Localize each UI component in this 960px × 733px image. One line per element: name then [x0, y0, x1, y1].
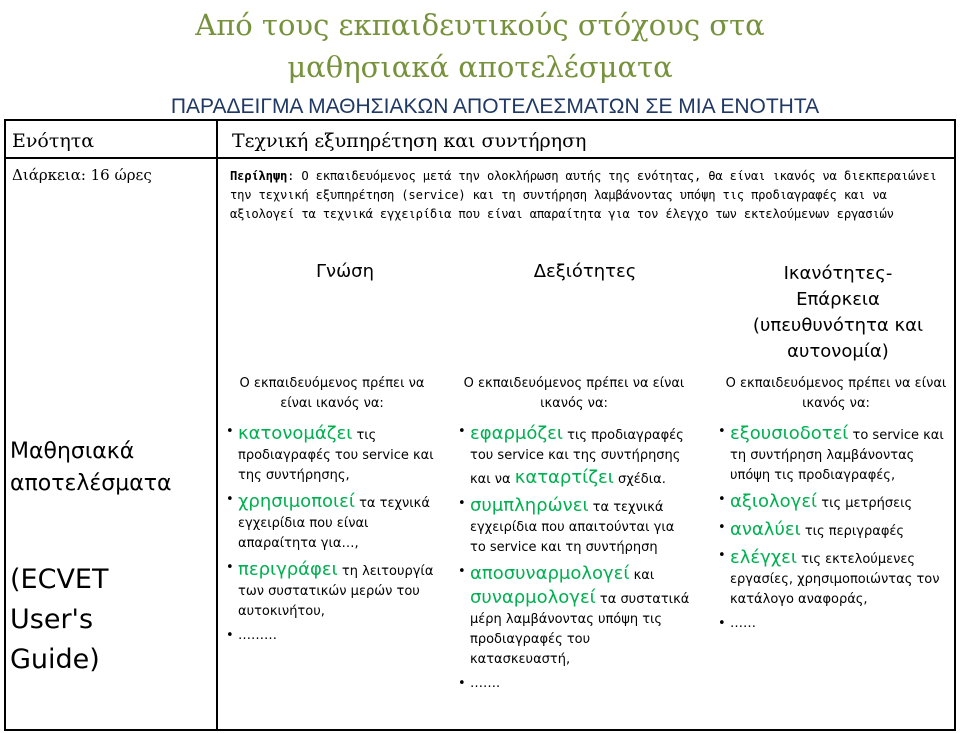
header-competence-line-1: Ικανότητες-	[783, 263, 893, 284]
competence-text: τις μετρήσεις	[817, 496, 913, 511]
knowledge-intro: Ο εκπαιδευόμενος πρέπει να είναι ικανός να:	[239, 376, 425, 411]
knowledge-verb: κατονομάζει	[238, 423, 353, 444]
skills-verb: συναρμολογεί	[470, 587, 596, 608]
knowledge-item	[226, 422, 438, 486]
skills-verb: αποσυναρμολογεί	[470, 563, 630, 584]
header-skills: Δεξιότητες	[533, 261, 637, 282]
ecvet-guide-line-2: User's	[10, 604, 94, 635]
skills-item	[458, 562, 690, 670]
competence-text: το service και τη συντήρηση λαμβάνοντας υπόψη τις προδιαγραφές,	[730, 428, 944, 483]
learning-outcomes-label	[10, 436, 206, 500]
bullet-icon: •	[718, 424, 726, 439]
knowledge-text: ………	[238, 628, 277, 643]
competence-verb: αξιολογεί	[730, 491, 818, 512]
competence-verb: αναλύει	[730, 519, 801, 540]
skills-intro: Ο εκπαιδευόμενος πρέπει να είναι ικανός να:	[463, 376, 685, 411]
competence-text: ……	[730, 616, 756, 631]
skills-text: σχέδια.	[613, 472, 666, 487]
knowledge-verb: περιγράφει	[238, 559, 338, 580]
bullet-icon: •	[226, 492, 234, 507]
competence-intro: Ο εκπαιδευόμενος πρέπει να είναι ικανός να:	[725, 376, 947, 411]
unit-value: Τεχνική εξυπηρέτηση και συντήρηση	[232, 130, 587, 152]
header-knowledge: Γνώση	[316, 261, 374, 282]
bullet-icon: •	[458, 676, 466, 691]
bullet-icon: •	[458, 424, 466, 439]
bullet-icon: •	[226, 424, 234, 439]
bullet-icon: •	[718, 548, 726, 563]
skills-verb: συμπληρώνει	[470, 495, 589, 516]
competence-item	[718, 518, 954, 542]
knowledge-item	[226, 558, 438, 622]
skills-text: και	[629, 568, 655, 583]
competence-item	[718, 490, 954, 514]
skills-column	[458, 374, 690, 698]
unit-label: Ενότητα	[12, 130, 95, 152]
header-competence-line-4: αυτονομία)	[787, 341, 889, 362]
bullet-icon: •	[718, 616, 726, 631]
summary-body: : Ο εκπαιδευόμενος μετά την ολοκλήρωση αυτής της ενότητας, θα είναι ικανός να διεκπεραιώνει την τεχνική εξυπηρέτηση (service) και τη συντήρηση λαμβάνοντας υπόψη τις προδιαγραφές και να αξιολογεί τα τεχνικά εγχειρίδια που είναι απαραίτητα για τον έλεγχο των εκτελούμενων εργασιών	[230, 169, 937, 221]
learning-outcomes-line-2: αποτελέσματα	[10, 471, 172, 496]
table-divider-left	[216, 121, 218, 731]
table-divider-row-1	[4, 157, 956, 159]
skills-text: τα τεχνικά εγχειρίδια που απαιτούνται για το service και τη συντήρηση	[470, 500, 675, 555]
knowledge-column	[226, 374, 438, 650]
bullet-icon: •	[458, 564, 466, 579]
bullet-icon: •	[718, 520, 726, 535]
learning-outcomes-line-1: Μαθησιακά	[10, 439, 135, 464]
knowledge-text: τη λειτουργία των συστατικών μερών του αυτοκινήτου,	[238, 564, 434, 619]
page-subtitle: ΠΑΡΑΔΕΙΓΜΑ ΜΑΘΗΣΙΑΚΩΝ ΑΠΟΤΕΛΕΣΜΑΤΩΝ ΣΕ ΜΙΑ ΕΝΟΤΗΤΑ	[170, 95, 820, 118]
skills-item	[458, 494, 690, 558]
title-line-1: Από τους εκπαιδευτικούς στόχους στα	[195, 8, 765, 42]
bullet-icon: •	[226, 628, 234, 643]
skills-text: …….	[470, 676, 501, 691]
header-competence-line-3: (υπευθυνότητα και	[752, 315, 924, 336]
knowledge-verb: χρησιμοποιεί	[238, 491, 355, 512]
competence-column	[718, 374, 954, 638]
title-line-2: μαθησιακά αποτελέσματα	[287, 50, 673, 84]
header-competence	[722, 261, 954, 365]
page-title	[0, 4, 960, 88]
skills-verb: καταρτίζει	[514, 467, 614, 488]
knowledge-text: τις προδιαγραφές του service και της συντήρησης,	[238, 428, 434, 483]
skills-text: τις προδιαγραφές του service και της συντήρησης και να	[470, 428, 684, 487]
bullet-icon: •	[718, 492, 726, 507]
skills-item	[458, 674, 690, 694]
bullet-icon: •	[226, 560, 234, 575]
summary-text	[230, 167, 950, 224]
bullet-icon: •	[458, 496, 466, 511]
competence-verb: ελέγχει	[730, 547, 797, 568]
competence-item	[718, 422, 954, 486]
ecvet-guide-line-3: Guide)	[10, 644, 100, 675]
knowledge-item	[226, 626, 438, 646]
skills-verb: εφαρμόζει	[470, 423, 563, 444]
header-competence-line-2: Επάρκεια	[796, 289, 880, 310]
competence-item	[718, 614, 954, 634]
summary-label: Περίληψη	[230, 169, 288, 183]
competence-verb: εξουσιοδοτεί	[730, 423, 849, 444]
competence-text: τις περιγραφές	[800, 524, 905, 539]
skills-text: τα συστατικά μέρη λαμβάνοντας υπόψη τις προδιαγραφές του κατασκευαστή,	[470, 592, 690, 667]
competence-item	[718, 546, 954, 610]
skills-item	[458, 422, 690, 490]
ecvet-guide-label	[10, 560, 206, 680]
knowledge-text: τα τεχνικά εγχειρίδια που είναι απαραίτητα για…,	[238, 496, 430, 551]
ecvet-guide-line-1: (ECVET	[10, 564, 109, 595]
knowledge-item	[226, 490, 438, 554]
competence-text: τις εκτελούμενες εργασίες, χρησιμοποιώντας τον κατάλογο αναφοράς,	[730, 552, 940, 607]
duration-label: Διάρκεια: 16 ώρες	[12, 166, 152, 184]
